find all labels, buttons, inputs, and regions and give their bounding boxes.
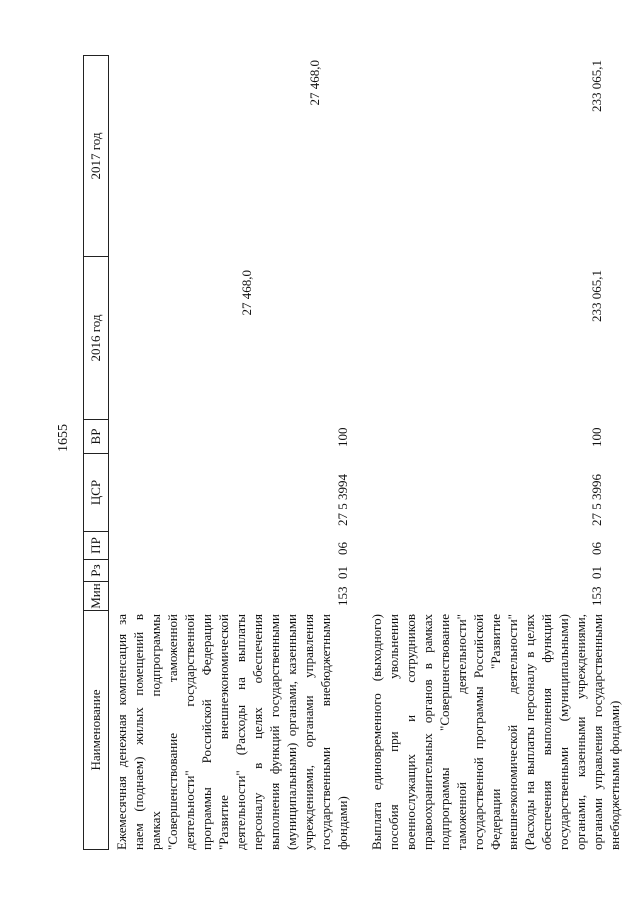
header-pr: ПР	[83, 532, 109, 560]
row-2017: 27 468,0	[307, 60, 322, 106]
row-2016: 233 065,1	[589, 270, 604, 322]
table-row	[368, 55, 622, 850]
table-row	[113, 55, 351, 850]
row-csr: 27 5 3994	[335, 474, 350, 526]
row-2016: 27 468,0	[239, 270, 254, 316]
row-min: 153	[335, 586, 350, 606]
header-min: Мин	[83, 582, 109, 611]
header-csr: ЦСР	[83, 454, 109, 532]
budget-table	[83, 55, 622, 850]
row-name: Выплата единовременного (выходного) пособия при увольнении военнослужащих и сотрудников правоохранительных органов в рамках подпрограммы "Совершенствование таможенной деятельности" государственной программы Российской Федерации "Развитие внешнеэкономической деятельности" (Расходы на выплаты персоналу в целях обеспечения выполнения функций государственными (муниципальными) органами, казенными учреждениями, органами управления государственными внебюджетными фондами)	[369, 614, 622, 850]
row-pr: 06	[335, 542, 350, 555]
row-2017: 233 065,1	[589, 60, 604, 112]
row-pr: 06	[589, 542, 604, 555]
row-vr: 100	[335, 427, 350, 447]
header-rz: Рз	[83, 560, 109, 582]
header-2016: 2016 год	[83, 257, 109, 420]
row-rz: 01	[335, 566, 350, 579]
row-csr: 27 5 3996	[589, 474, 604, 526]
row-vr: 100	[589, 427, 604, 447]
row-min: 153	[589, 586, 604, 606]
header-name: Наименование	[83, 611, 109, 850]
header-vr: ВР	[83, 420, 109, 454]
row-rz: 01	[589, 566, 604, 579]
row-name: Ежемесячная денежная компенсация за наем (поднаем) жилых помещений в рамках подпрограммы "Совершенствование таможенной деятельности" государственной программы Российской Федерации "Развитие внешнеэкономической деятельности" (Расходы на выплаты персоналу в целях обеспечения выполнения функций государственными (муниципальными) органами, казенными учреждениями, органами управления государственными внебюджетными фондами)	[114, 614, 350, 850]
page-number: 1655	[56, 424, 71, 452]
header-2017: 2017 год	[83, 55, 109, 257]
